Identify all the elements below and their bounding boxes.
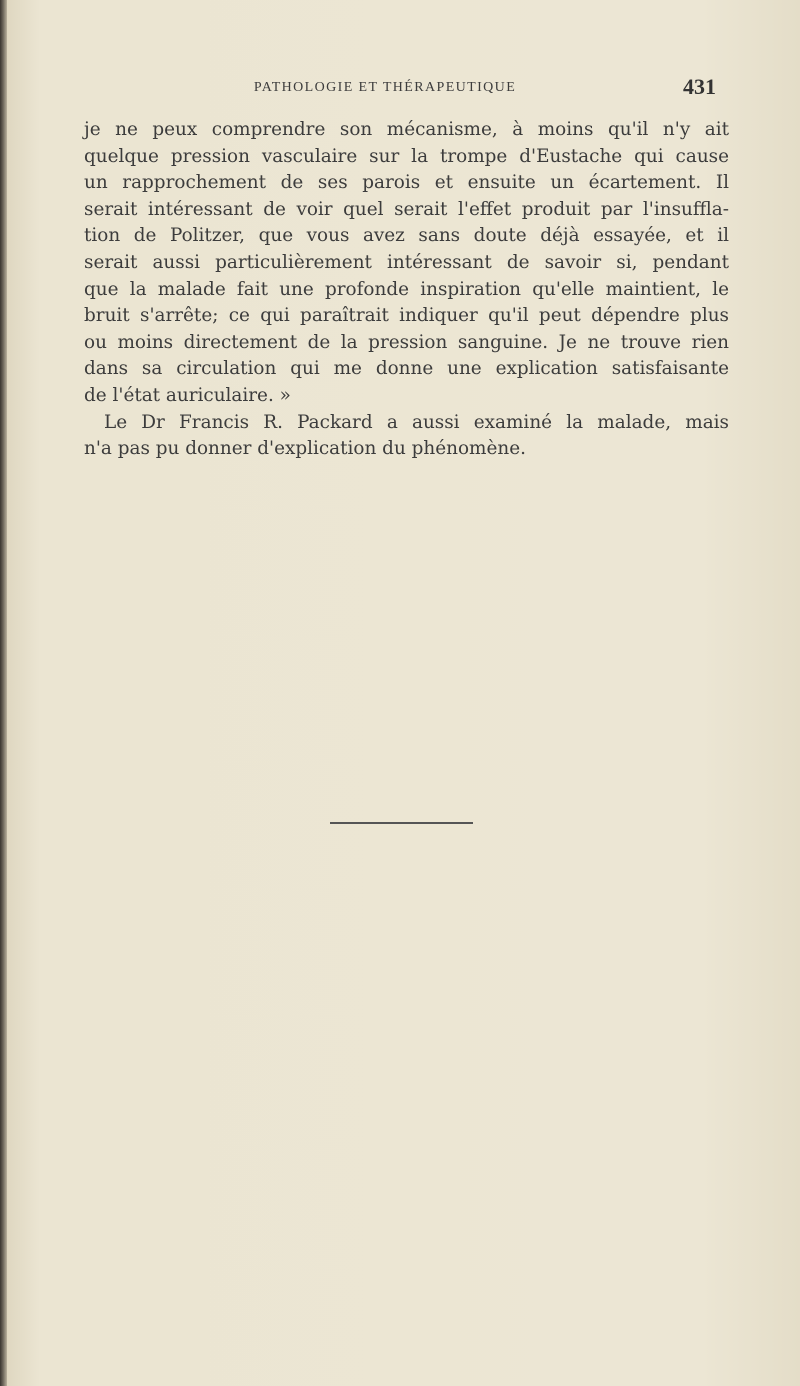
page-number: 431 (683, 74, 716, 99)
text-line: bruit s'arrête; ce qui paraîtrait indiquer qu'il peut dépendre plus (84, 305, 729, 327)
binding-edge (0, 0, 7, 1386)
page-header (90, 74, 716, 102)
text-line: ou moins directement de la pression sanguine. Je ne trouve rien (84, 331, 729, 353)
text-line: serait intéressant de voir quel serait l'effet produit par l'insuffla- (84, 198, 729, 220)
body-text (84, 117, 729, 463)
section-rule (330, 822, 473, 824)
running-head: PATHOLOGIE ET THÉRAPEUTIQUE (253, 80, 517, 95)
text-line: quelque pression vasculaire sur la trompe d'Eustache qui cause (84, 145, 729, 167)
text-line: Le Dr Francis R. Packard a aussi examiné la malade, mais (104, 411, 729, 433)
text-line: que la malade fait une profonde inspiration qu'elle maintient, le (84, 278, 729, 300)
text-line: dans sa circulation qui me donne une explication satisfaisante (84, 358, 729, 380)
text-line: un rapprochement de ses parois et ensuite un écartement. Il (84, 172, 729, 194)
text-line: n'a pas pu donner d'explication du phénomène. (84, 438, 526, 460)
text-line: serait aussi particulièrement intéressant de savoir si, pendant (84, 251, 729, 273)
text-line: je ne peux comprendre son mécanisme, à moins qu'il n'y ait (84, 119, 729, 140)
text-line: tion de Politzer, que vous avez sans doute déjà essayée, et il (84, 225, 729, 247)
text-line: de l'état auriculaire. » (84, 384, 291, 406)
